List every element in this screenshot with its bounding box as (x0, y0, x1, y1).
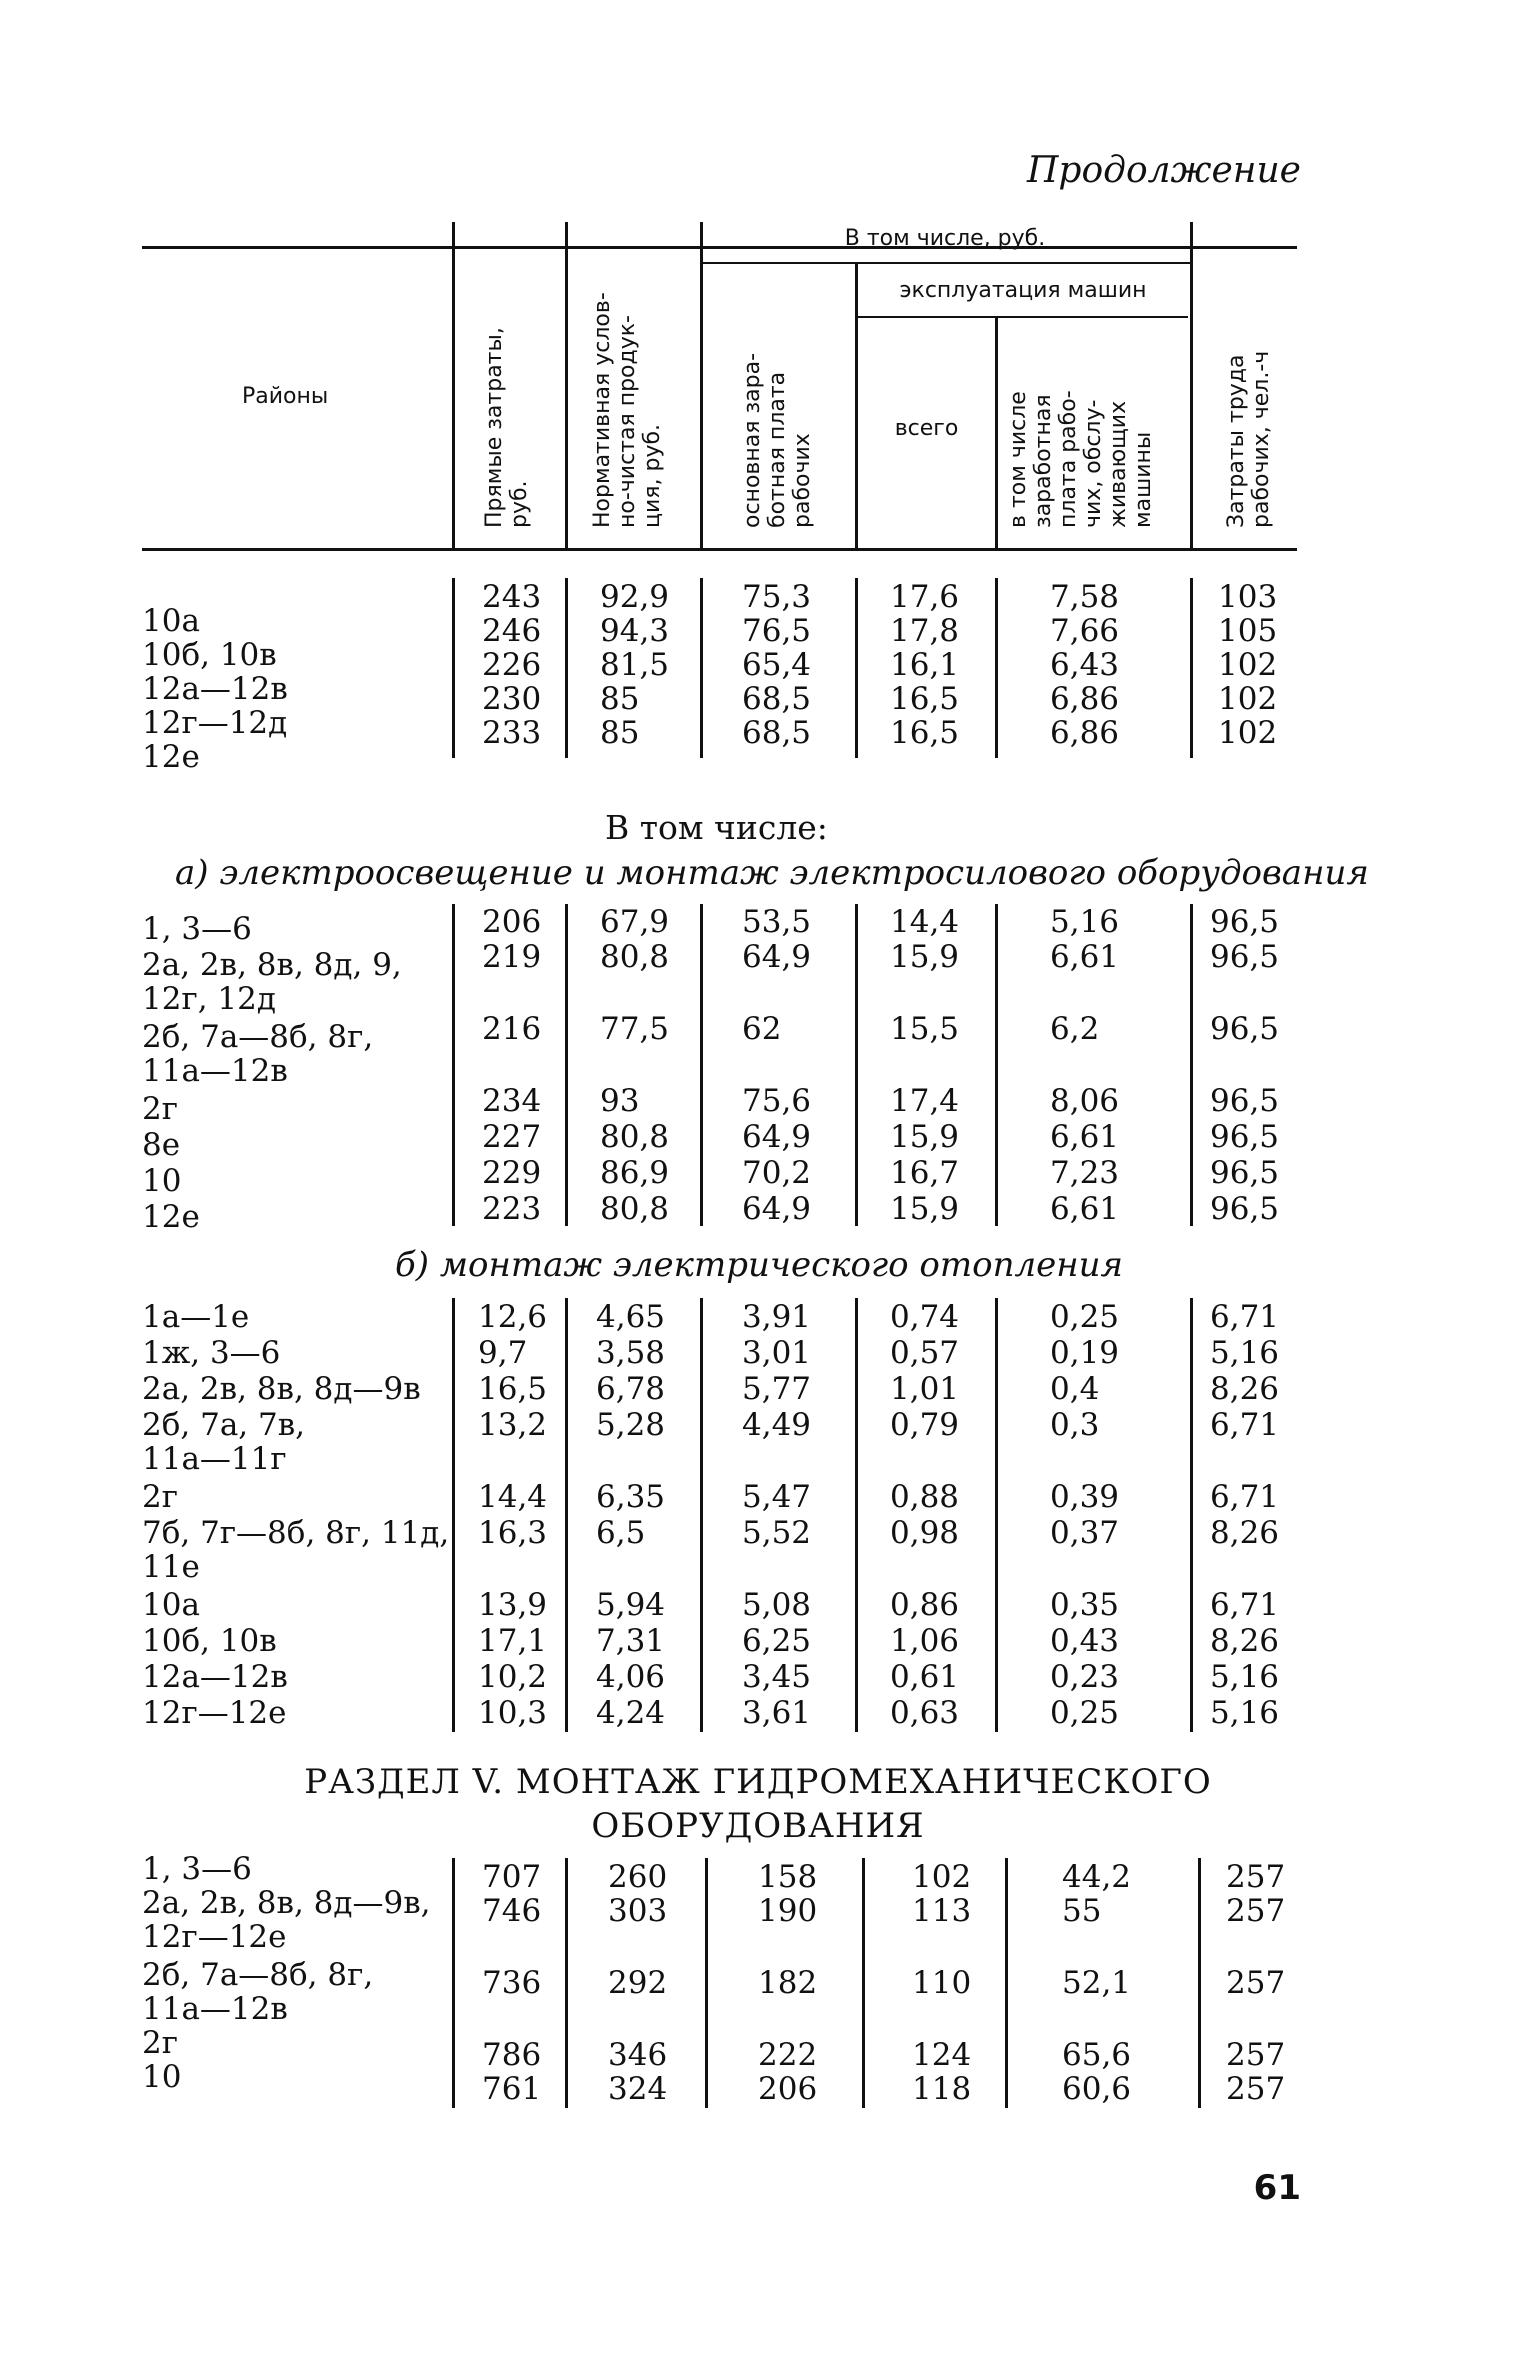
section-a-title: а) электроосвещение и монтаж электросилового оборудования (175, 853, 1369, 893)
column-rule (452, 904, 455, 1226)
header-bottom-rule (142, 548, 1297, 551)
cell-machines-total: 0,61 (890, 1659, 960, 1695)
cell-machines-total: 118 (912, 2071, 972, 2107)
including-rule (700, 262, 1190, 264)
cell-labor: 6,71 (1210, 1479, 1280, 1515)
cell-basic-wages: 62 (742, 1011, 782, 1047)
cell-labor: 102 (1218, 647, 1278, 683)
cell-machines-total: 17,8 (890, 613, 960, 649)
normative-header: Нормативная услов- но-чистая продук- ция, руб. (590, 292, 665, 528)
cell-basic-wages: 6,25 (742, 1623, 812, 1659)
row-label: 10 (142, 1163, 182, 1199)
cell-machines-wages: 55 (1062, 1893, 1102, 1929)
row-label: 2а, 2в, 8в, 8д, 9, 12г, 12д (142, 947, 402, 1017)
cell-normative: 6,78 (596, 1371, 666, 1407)
row-label: 12г—12д (142, 705, 288, 741)
cell-labor: 96,5 (1210, 1191, 1280, 1227)
section-b-title: б) монтаж электрического отопления (395, 1245, 1124, 1285)
cell-basic-wages: 4,49 (742, 1407, 812, 1443)
column-rule (700, 904, 703, 1226)
districts-header: Районы (242, 384, 329, 409)
column-rule (700, 1298, 703, 1732)
cell-machines-total: 0,63 (890, 1695, 960, 1731)
cell-labor: 102 (1218, 715, 1278, 751)
machines-rule (858, 316, 1188, 318)
cell-machines-wages: 0,37 (1050, 1515, 1120, 1551)
cell-machines-wages: 65,6 (1062, 2037, 1132, 2073)
column-rule (452, 578, 455, 758)
row-label: 2г (142, 1479, 178, 1515)
cell-normative: 292 (608, 1965, 668, 2001)
header-divider-6 (1190, 222, 1193, 548)
cell-direct-costs: 13,9 (478, 1587, 548, 1623)
cell-machines-wages: 7,58 (1050, 579, 1120, 615)
cell-labor: 6,71 (1210, 1587, 1280, 1623)
cell-machines-total: 14,4 (890, 904, 960, 940)
row-label: 10а (142, 603, 200, 639)
cell-machines-total: 0,86 (890, 1587, 960, 1623)
cell-direct-costs: 234 (482, 1083, 542, 1119)
row-label: 12е (142, 1199, 200, 1235)
cell-machines-wages: 6,61 (1050, 1119, 1120, 1155)
cell-machines-wages: 5,16 (1050, 904, 1120, 940)
cell-direct-costs: 16,5 (478, 1371, 548, 1407)
cell-basic-wages: 3,01 (742, 1335, 812, 1371)
column-rule (855, 578, 858, 758)
cell-machines-total: 15,9 (890, 1119, 960, 1155)
cell-normative: 4,06 (596, 1659, 666, 1695)
cell-machines-total: 17,4 (890, 1083, 960, 1119)
direct-costs-header: Прямые затраты, руб. (482, 327, 532, 528)
cell-basic-wages: 64,9 (742, 1119, 812, 1155)
cell-machines-wages: 6,86 (1050, 681, 1120, 717)
cell-machines-wages: 0,23 (1050, 1659, 1120, 1695)
cell-normative: 85 (600, 715, 640, 751)
cell-basic-wages: 76,5 (742, 613, 812, 649)
cell-machines-total: 0,79 (890, 1407, 960, 1443)
section-5-title-line1: РАЗДЕЛ V. МОНТАЖ ГИДРОМЕХАНИЧЕСКОГО (304, 1762, 1212, 1802)
row-label: 2б, 7а, 7в, 11а—11г (142, 1407, 306, 1477)
cell-direct-costs: 226 (482, 647, 542, 683)
cell-labor: 105 (1218, 613, 1278, 649)
cell-basic-wages: 5,08 (742, 1587, 812, 1623)
cell-normative: 5,94 (596, 1587, 666, 1623)
machines-header: эксплуатация машин (899, 278, 1147, 303)
cell-labor: 6,71 (1210, 1299, 1280, 1335)
cell-machines-total: 124 (912, 2037, 972, 2073)
column-rule (855, 1298, 858, 1732)
cell-labor: 96,5 (1210, 904, 1280, 940)
cell-labor: 96,5 (1210, 1083, 1280, 1119)
cell-machines-total: 17,6 (890, 579, 960, 615)
cell-direct-costs: 216 (482, 1011, 542, 1047)
cell-labor: 257 (1226, 1859, 1286, 1895)
cell-direct-costs: 17,1 (478, 1623, 548, 1659)
cell-labor: 96,5 (1210, 1155, 1280, 1191)
cell-labor: 5,16 (1210, 1335, 1280, 1371)
column-rule (1190, 1298, 1193, 1732)
cell-labor: 8,26 (1210, 1371, 1280, 1407)
row-label: 10 (142, 2059, 182, 2095)
cell-basic-wages: 158 (758, 1859, 818, 1895)
cell-basic-wages: 70,2 (742, 1155, 812, 1191)
cell-direct-costs: 10,3 (478, 1695, 548, 1731)
cell-direct-costs: 761 (482, 2071, 542, 2107)
cell-direct-costs: 206 (482, 904, 542, 940)
cell-machines-wages: 0,25 (1050, 1695, 1120, 1731)
row-label: 1, 3—6 (142, 1851, 252, 1887)
header-divider-5 (995, 316, 998, 548)
cell-machines-wages: 0,39 (1050, 1479, 1120, 1515)
row-label: 12а—12в (142, 1659, 288, 1695)
cell-normative: 81,5 (600, 647, 670, 683)
cell-machines-total: 110 (912, 1965, 972, 2001)
cell-machines-total: 0,74 (890, 1299, 960, 1335)
cell-machines-wages: 7,23 (1050, 1155, 1120, 1191)
cell-labor: 96,5 (1210, 1119, 1280, 1155)
cell-machines-wages: 6,2 (1050, 1011, 1100, 1047)
column-rule (565, 1298, 568, 1732)
cell-labor: 5,16 (1210, 1659, 1280, 1695)
cell-normative: 80,8 (600, 1191, 670, 1227)
cell-machines-total: 15,9 (890, 939, 960, 975)
column-rule (452, 1298, 455, 1732)
cell-labor: 257 (1226, 1965, 1286, 2001)
column-rule (565, 904, 568, 1226)
row-label: 7б, 7г—8б, 8г, 11д, 11е (142, 1515, 450, 1585)
cell-machines-total: 1,06 (890, 1623, 960, 1659)
cell-normative: 324 (608, 2071, 668, 2107)
cell-machines-wages: 0,43 (1050, 1623, 1120, 1659)
cell-basic-wages: 75,3 (742, 579, 812, 615)
cell-basic-wages: 5,47 (742, 1479, 812, 1515)
cell-labor: 6,71 (1210, 1407, 1280, 1443)
cell-normative: 80,8 (600, 1119, 670, 1155)
cell-normative: 67,9 (600, 904, 670, 940)
basic-wages-header: основная зара- ботная плата рабочих (740, 352, 815, 528)
cell-machines-wages: 7,66 (1050, 613, 1120, 649)
cell-direct-costs: 746 (482, 1893, 542, 1929)
column-rule (1190, 578, 1193, 758)
cell-machines-wages: 8,06 (1050, 1083, 1120, 1119)
cell-machines-wages: 6,43 (1050, 647, 1120, 683)
cell-normative: 3,58 (596, 1335, 666, 1371)
machines-wages-header: в том числе заработная плата рабо- чих, обслу- живающих машины (1006, 390, 1156, 528)
row-label: 2г (142, 2025, 178, 2061)
cell-direct-costs: 10,2 (478, 1659, 548, 1695)
cell-normative: 80,8 (600, 939, 670, 975)
cell-basic-wages: 222 (758, 2037, 818, 2073)
cell-direct-costs: 229 (482, 1155, 542, 1191)
row-label: 1, 3—6 (142, 911, 252, 947)
cell-basic-wages: 206 (758, 2071, 818, 2107)
cell-basic-wages: 75,6 (742, 1083, 812, 1119)
cell-normative: 86,9 (600, 1155, 670, 1191)
cell-normative: 77,5 (600, 1011, 670, 1047)
row-label: 2б, 7а—8б, 8г, 11а—12в (142, 1019, 374, 1089)
cell-machines-wages: 0,3 (1050, 1407, 1100, 1443)
cell-labor: 96,5 (1210, 1011, 1280, 1047)
header-divider-4 (855, 262, 858, 548)
cell-machines-wages: 52,1 (1062, 1965, 1132, 2001)
cell-labor: 102 (1218, 681, 1278, 717)
cell-direct-costs: 707 (482, 1859, 542, 1895)
column-rule (995, 578, 998, 758)
including-header: В том числе, руб. (844, 226, 1046, 251)
cell-machines-total: 0,88 (890, 1479, 960, 1515)
cell-machines-wages: 44,2 (1062, 1859, 1132, 1895)
column-rule (995, 904, 998, 1226)
cell-normative: 94,3 (600, 613, 670, 649)
column-rule (1190, 904, 1193, 1226)
cell-direct-costs: 246 (482, 613, 542, 649)
cell-direct-costs: 227 (482, 1119, 542, 1155)
cell-basic-wages: 3,91 (742, 1299, 812, 1335)
cell-basic-wages: 3,61 (742, 1695, 812, 1731)
cell-labor: 8,26 (1210, 1515, 1280, 1551)
cell-labor: 103 (1218, 579, 1278, 615)
cell-normative: 6,35 (596, 1479, 666, 1515)
cell-basic-wages: 3,45 (742, 1659, 812, 1695)
cell-machines-total: 0,57 (890, 1335, 960, 1371)
cell-normative: 85 (600, 681, 640, 717)
cell-machines-wages: 6,61 (1050, 1191, 1120, 1227)
row-label: 2б, 7а—8б, 8г, 11а—12в (142, 1957, 374, 2027)
row-label: 12г—12е (142, 1695, 287, 1731)
continuation-label: Продолжение (1027, 150, 1301, 191)
row-label: 1ж, 3—6 (142, 1335, 281, 1371)
cell-normative: 303 (608, 1893, 668, 1929)
cell-direct-costs: 13,2 (478, 1407, 548, 1443)
cell-normative: 4,24 (596, 1695, 666, 1731)
cell-basic-wages: 68,5 (742, 715, 812, 751)
cell-normative: 5,28 (596, 1407, 666, 1443)
cell-machines-total: 0,98 (890, 1515, 960, 1551)
row-label: 12а—12в (142, 671, 288, 707)
cell-direct-costs: 219 (482, 939, 542, 975)
row-label: 10а (142, 1587, 200, 1623)
column-rule (700, 578, 703, 758)
section-5-title-line2: ОБОРУДОВАНИЯ (591, 1806, 925, 1846)
cell-direct-costs: 243 (482, 579, 542, 615)
cell-machines-total: 16,5 (890, 715, 960, 751)
cell-labor: 5,16 (1210, 1695, 1280, 1731)
cell-labor: 257 (1226, 1893, 1286, 1929)
machines-total-header: всего (894, 416, 959, 441)
cell-machines-total: 102 (912, 1859, 972, 1895)
labor-header: Затраты труда рабочих, чел.-ч (1224, 350, 1274, 528)
cell-machines-total: 113 (912, 1893, 972, 1929)
column-rule (1005, 1858, 1008, 2108)
header-divider-1 (452, 222, 455, 548)
cell-basic-wages: 5,77 (742, 1371, 812, 1407)
row-label: 10б, 10в (142, 637, 277, 673)
cell-labor: 257 (1226, 2037, 1286, 2073)
cell-basic-wages: 5,52 (742, 1515, 812, 1551)
column-rule (855, 904, 858, 1226)
cell-basic-wages: 68,5 (742, 681, 812, 717)
cell-normative: 260 (608, 1859, 668, 1895)
column-rule (995, 1298, 998, 1732)
cell-machines-total: 15,5 (890, 1011, 960, 1047)
cell-normative: 346 (608, 2037, 668, 2073)
cell-basic-wages: 64,9 (742, 1191, 812, 1227)
row-label: 2а, 2в, 8в, 8д—9в (142, 1371, 421, 1407)
cell-direct-costs: 14,4 (478, 1479, 548, 1515)
cell-machines-wages: 0,35 (1050, 1587, 1120, 1623)
cell-direct-costs: 230 (482, 681, 542, 717)
column-rule (565, 1858, 568, 2108)
cell-labor: 96,5 (1210, 939, 1280, 975)
column-rule (862, 1858, 865, 2108)
column-rule (705, 1858, 708, 2108)
cell-machines-total: 1,01 (890, 1371, 960, 1407)
cell-direct-costs: 16,3 (478, 1515, 548, 1551)
cell-machines-wages: 0,25 (1050, 1299, 1120, 1335)
cell-basic-wages: 64,9 (742, 939, 812, 975)
cell-labor: 257 (1226, 2071, 1286, 2107)
cell-normative: 92,9 (600, 579, 670, 615)
row-label: 8е (142, 1127, 181, 1163)
cell-direct-costs: 786 (482, 2037, 542, 2073)
column-rule (1198, 1858, 1201, 2108)
cell-direct-costs: 12,6 (478, 1299, 548, 1335)
cell-machines-wages: 6,86 (1050, 715, 1120, 751)
cell-normative: 7,31 (596, 1623, 666, 1659)
row-label: 2г (142, 1091, 178, 1127)
column-rule (565, 578, 568, 758)
cell-basic-wages: 65,4 (742, 647, 812, 683)
cell-direct-costs: 9,7 (478, 1335, 528, 1371)
cell-direct-costs: 233 (482, 715, 542, 751)
cell-normative: 4,65 (596, 1299, 666, 1335)
header-divider-3 (700, 222, 703, 548)
cell-normative: 93 (600, 1083, 640, 1119)
cell-basic-wages: 182 (758, 1965, 818, 2001)
including-title: В том числе: (605, 808, 828, 847)
row-label: 12е (142, 739, 200, 775)
cell-basic-wages: 53,5 (742, 904, 812, 940)
cell-machines-wages: 60,6 (1062, 2071, 1132, 2107)
cell-direct-costs: 736 (482, 1965, 542, 2001)
cell-machines-total: 16,1 (890, 647, 960, 683)
cell-direct-costs: 223 (482, 1191, 542, 1227)
cell-labor: 8,26 (1210, 1623, 1280, 1659)
row-label: 2а, 2в, 8в, 8д—9в, 12г—12е (142, 1885, 431, 1955)
cell-machines-wages: 0,19 (1050, 1335, 1120, 1371)
cell-machines-wages: 6,61 (1050, 939, 1120, 975)
cell-machines-total: 16,5 (890, 681, 960, 717)
cell-machines-total: 15,9 (890, 1191, 960, 1227)
cell-normative: 6,5 (596, 1515, 646, 1551)
row-label: 10б, 10в (142, 1623, 277, 1659)
header-divider-2 (565, 222, 568, 548)
cell-machines-wages: 0,4 (1050, 1371, 1100, 1407)
cell-basic-wages: 190 (758, 1893, 818, 1929)
row-label: 1а—1е (142, 1299, 250, 1335)
cell-machines-total: 16,7 (890, 1155, 960, 1191)
page-number: 61 (1253, 2168, 1301, 2208)
column-rule (452, 1858, 455, 2108)
